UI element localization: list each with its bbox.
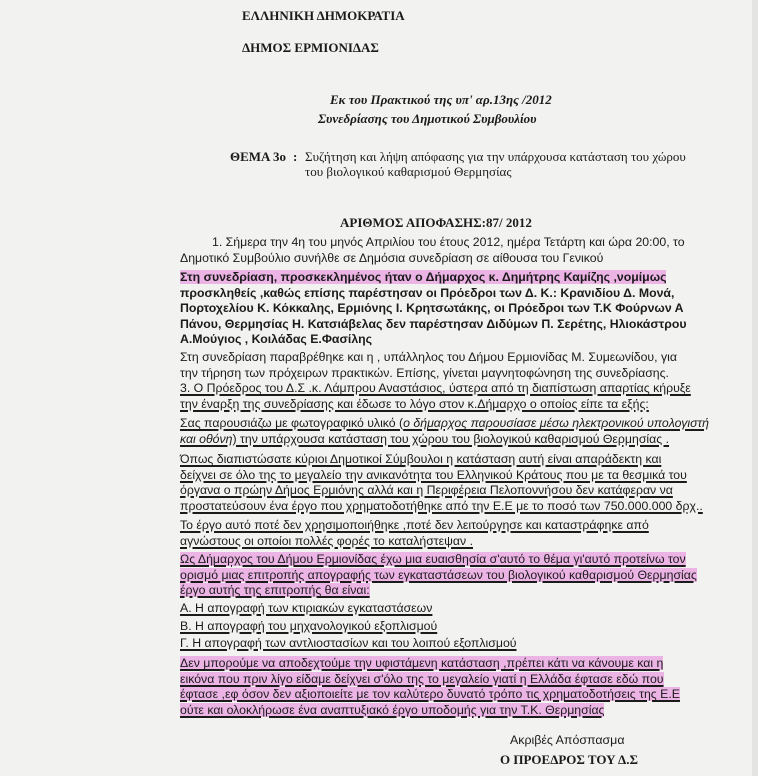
paragraph-line [180,583,720,599]
topic-text-line-2: του βιολογικού καθαρισμού Θερμησίας [305,164,512,179]
paragraph-line: Α.Μούγιος , Κοιλάδας Ε.Φασίλης [180,332,373,346]
committee-tasks-list [180,600,720,653]
topic-label: ΘΕΜΑ 3ο [230,149,286,164]
paragraph-line [180,568,720,584]
topic-separator: : [293,149,298,164]
president-signature-label: Ο ΠΡΟΕΔΡΟΣ ΤΟΥ Δ.Σ [500,752,638,767]
paragraph-line [180,552,720,568]
highlighted-text: έφτασε ,εφ όσον δεν αξιοποιείτε με τον καλύτερο δυνατό τρόπο τις χρηματοδοτήσεις της Ε.Ε [180,687,680,701]
extract-line-2: Συνεδρίασης του Δημοτικού Συμβουλίου [318,111,537,126]
header-municipality: ΔΗΜΟΣ ΕΡΜΙΟΝΙΔΑΣ [242,40,379,55]
presentation-text: Σας παρουσιάζω με φωτογραφικό υλικό ( [180,416,404,430]
paragraph-project-fate [180,518,720,549]
list-item: Β. Η απογραφή του μηχανολογικού εξοπλισμού [180,618,438,633]
extract-line-1: Εκ του Πρακτικού της υπ' αρ.13ης /2012 [330,92,552,107]
paragraph-line: Πορτοχελίου Κ. Κόκκαλης, Ερμιόνης Ι. Κρητσωτάκης, οι Πρόεδροι των Τ.Κ Φούρνων Α [180,301,684,315]
presentation-note: ο δήμαρχος παρουσίασε μέσω ηλεκτρονικού υπολογιστή [403,416,709,430]
paragraph-line [180,432,720,448]
paragraph-proposal [180,552,720,599]
highlighted-text: Δεν μπορούμε να αποδεχτούμε την υφιστάμενη κατάσταση ,πρέπει κάτι να κάνουμε και η [180,656,664,670]
paragraph-line: προστατεύσουν ένα έργο που χρηματοδοτήθηκε από την Ε.Ε με το ποσό των 750.000.000 δρχ.. [180,498,703,513]
highlighted-text: εικόνα που πριν λίγο είδαμε δείχνει σ'όλο της το μεγαλείο γιατί η Ελλάδα έφτασε εδώ που [180,671,664,686]
header-republic: ΕΛΛΗΝΙΚΗ ΔΗΜΟΚΡΑΤΙΑ [242,8,405,23]
paragraph-line: προσκληθείς ,καθώς επίσης παρέστησαν οι Πρόεδροι των Δ. Κ.: Κρανιδίου Δ. Μονά, [180,285,675,300]
paragraph-line: 3. Ο Πρόεδρος του Δ.Σ .κ. Λάμπρου Αναστάσιος, ύστερα από τη διαπίστωση απαρτίας κήρυξε [180,381,691,395]
paragraph-line: όργανα ο πρώην Δήμος Ερμιόνης αλλά και η Περιφέρεια Πελοποννήσου δεν κατάφεραν να [180,483,673,497]
decision-number: ΑΡΙΘΜΟΣ ΑΠΟΦΑΣΗΣ:87/ 2012 [340,215,532,230]
paragraph-opening-session [180,381,720,412]
paragraph-line: αγνώστους οι οποίοι πολλές φορές το καταλήστεψαν . [180,533,473,548]
paragraph-line: Το έργο αυτό ποτέ δεν χρησιμοποιήθηκε ,ποτέ δεν λειτούργησε και καταστράφηκε από [180,518,649,532]
paragraph-line: την τήρηση των πρόχειρων πρακτικών. Επίσης, γίνεται μαγνητοφώνηση της συνεδρίασης. [180,365,669,380]
paragraph-line: την έναρξη της συνεδρίασης και έδωσε το λόγο στον κ.Δήμαρχο ο οποίος είπε τα εξής: [180,396,649,411]
paragraph-line: Πάνου, Θερμησίας Η. Κατσιάβελας δεν παρέστησαν Διδύμων Π. Σερέτης, Ηλιοκάστρου [180,316,687,331]
paragraph-line [180,270,720,286]
highlighted-text: Ως Δήμαρχος του Δήμου Ερμιονίδας έχω μια ευαισθησία σ'αυτό το θέμα γι'αυτό προτείνω τον [180,552,686,566]
paragraph-attendance [180,270,720,348]
highlighted-text: ούτε και ολοκλήρωσε ένα αναπτυξιακό έργο υποδομής για την Τ.Κ. Θερμησίας [180,702,605,717]
highlighted-text: Στη συνεδρίαση, προσκεκλημένος ήταν ο Δήμαρχος κ. Δημήτρης Καμίζης ,νομίμως [180,270,667,284]
paragraph-minutes [180,350,720,381]
list-item: Α. Η απογραφή των κτιριακών εγκαταστάσεων [180,601,433,615]
presentation-note-end: και οθόνη [180,431,233,446]
paragraph-line [180,672,720,688]
topic-text-line-1: Συζήτηση και λήψη απόφασης για την υπάρχουσα κατάσταση του χώρου [305,149,686,164]
paragraph-opening [180,235,720,266]
paragraph-presentation [180,416,720,447]
presentation-text-end: ) την υπάρχουσα κατάσταση του χώρου του βιολογικού καθαρισμού Θερμησίας . [232,431,670,446]
paragraph-closing [180,656,720,718]
paragraph-line: 1. Σήμερα την 4η του μηνός Απριλίου του έτους 2012, ημέρα Τετάρτη και ώρα 20:00, το [212,235,685,249]
list-item: Γ. Η απογραφή των αντλιοστασίων και του λοιπού εξοπλισμού [180,636,517,650]
scan-edge [752,0,758,776]
paragraph-line: Δημοτικό Συμβούλιο συνήλθε σε Δημόσια συνεδρίαση σε αίθουσα του Γενικού [180,250,604,265]
certified-extract-label: Ακριβές Απόσπασμα [510,733,625,747]
highlighted-text: έργο αυτής της επιτροπής θα είναι: [180,583,370,597]
paragraph-line [180,416,720,432]
highlighted-text: ορισμό μιας επιτροπής απογραφής των εγκαταστάσεων του βιολογικού καθαρισμού Θερμησίας [180,567,697,582]
paragraph-line: δείχνει σε όλο της το μεγαλείο την ανικανότητα του Ελληνικού Κράτους που με τα θεσμικά του [180,467,687,482]
paragraph-line [180,687,720,703]
paragraph-assessment [180,452,720,514]
paragraph-line [180,656,720,672]
paragraph-line [180,703,720,719]
paragraph-line: Όπως διαπιστώσατε κύριοι Δημοτικοί Σύμβουλοι η κατάσταση αυτή είναι απαράδεκτη και [180,452,662,466]
paragraph-line: Στη συνεδρίαση παραβρέθηκε και η , υπάλληλος του Δήμου Ερμιονίδας Μ. Συμεωνίδου, για [180,350,677,364]
